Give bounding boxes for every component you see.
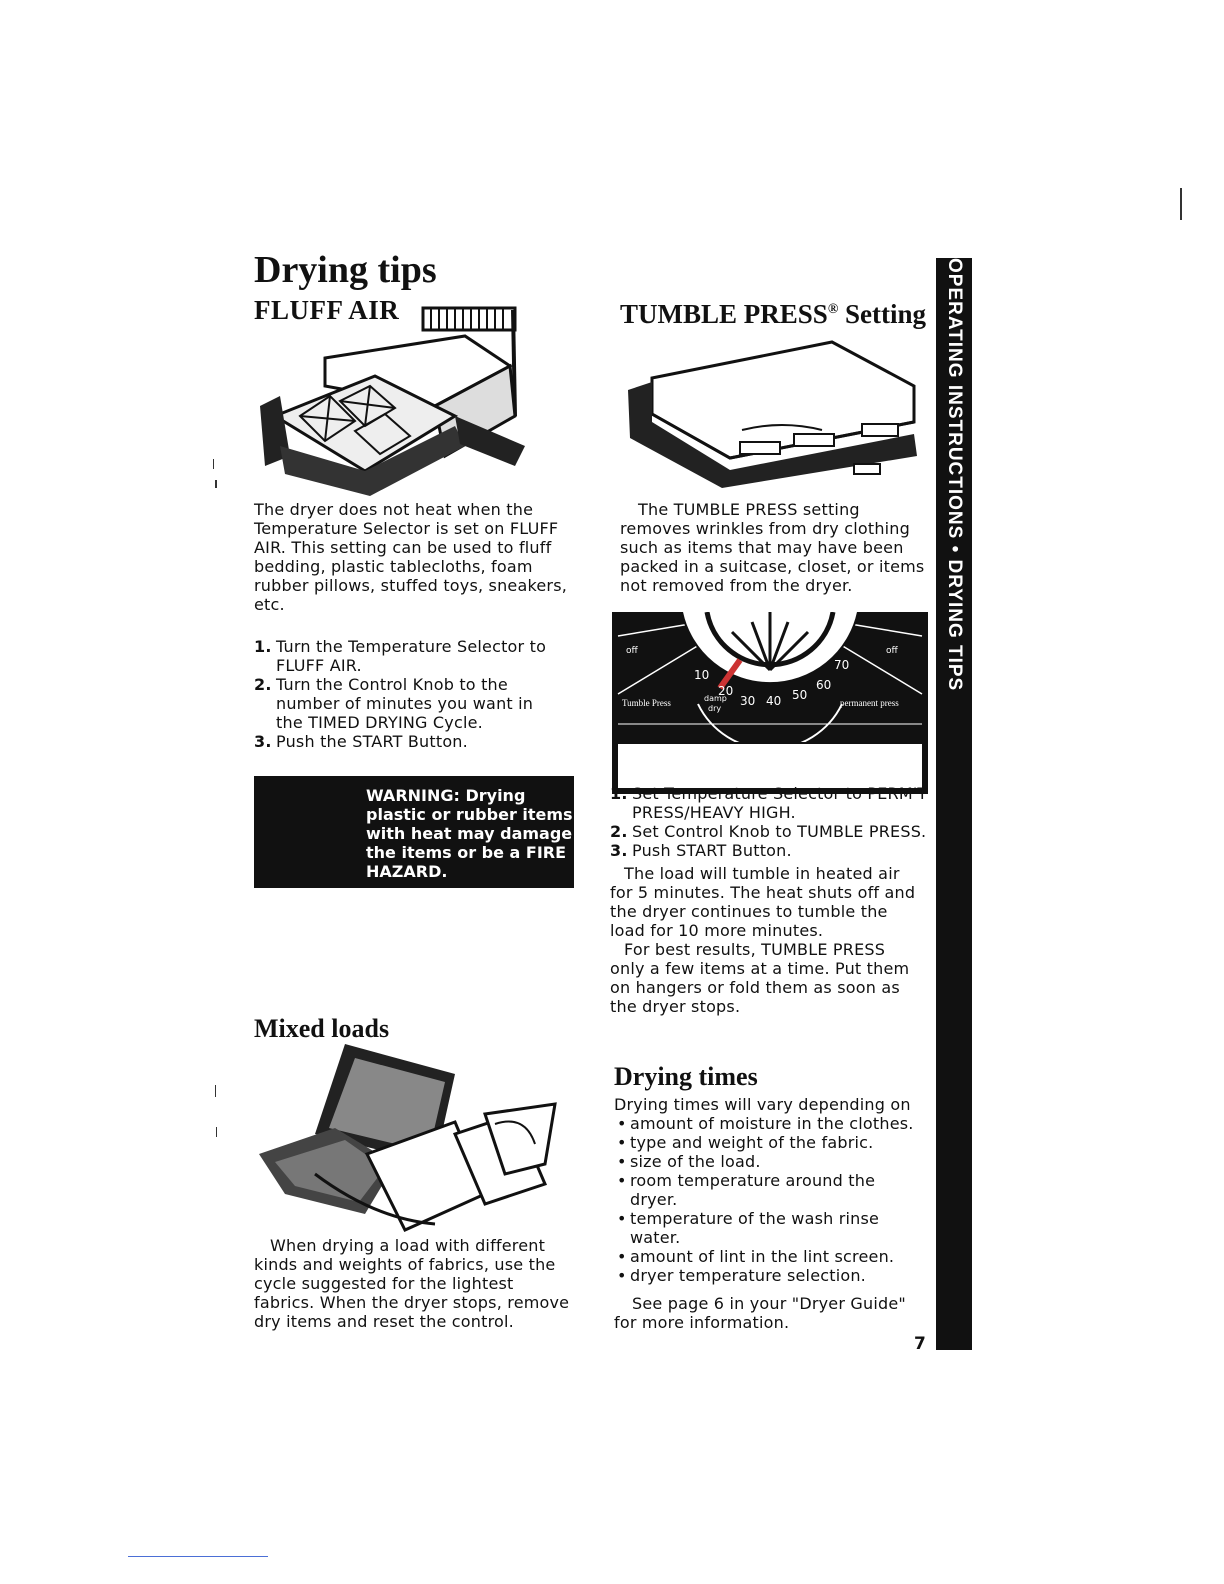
drying-times-heading: Drying times [614,1062,758,1091]
list-item: • amount of moisture in the clothes. [614,1114,914,1133]
dial-graphic [612,612,928,742]
dial-num-40: 40 [766,694,782,708]
list-item: 1. Set Temperature Selector to PERM'T PRESS/HEAVY HIGH. [610,784,928,822]
control-dial-panel [612,612,928,794]
list-item: • dryer temperature selection. [614,1266,914,1285]
list-item: 1. Turn the Temperature Selector to FLUFF AIR. [254,637,547,675]
scan-mark [216,1127,217,1137]
list-item: • room temperature around the dryer. [614,1171,914,1209]
fluff-air-intro: The dryer does not heat when the Temperature Selector is set on FLUFF AIR. This setting can be used to fluff bedding, plastic tablecloths, foam rubber pillows, stuffed toys, sneakers, etc. [254,500,568,614]
dial-num-60: 60 [816,678,832,692]
dial-window [616,742,924,790]
dial-off-left: off [626,646,638,656]
list-item: 2. Set Control Knob to TUMBLE PRESS. [610,822,927,841]
mixed-loads-heading: Mixed loads [254,1014,390,1043]
dial-damp: damp [704,694,727,703]
tumble-press-steps [610,784,930,860]
dial-off-right: off [886,646,898,656]
tumble-press-heading [620,294,926,330]
list-item: • temperature of the wash rinse water. [614,1209,914,1247]
warning-text: WARNING: Drying plastic or rubber items with heat may damage the items or be a FIRE HAZARD. [366,786,573,881]
mixed-loads-text: When drying a load with different kinds and weights of fabrics, use the cycle suggested for the lightest fabrics. When the dryer stops, remove dry items and reset the control. [254,1236,570,1331]
tumble-press-heading-rest: Setting [838,299,927,329]
drying-times-intro: Drying times will vary depending on [614,1095,911,1114]
scan-mark [213,459,214,469]
tumble-press-intro: The TUMBLE PRESS setting removes wrinkles from dry clothing such as items that may have been packed in a suitcase, closet, or items not removed from the dryer. [620,500,925,595]
dial-num-30: 30 [740,694,756,708]
list-item: • type and weight of the fabric. [614,1133,914,1152]
tumble-press-para1: The load will tumble in heated air for 5 minutes. The heat shuts off and the dryer continues to tumble the load for 10 more minutes. [610,864,916,940]
list-item: 2. Turn the Control Knob to the number of minutes you want in the TIMED DRYING Cycle. [254,675,534,732]
mixed-loads-illustration [255,1044,575,1234]
list-item: • size of the load. [614,1152,914,1171]
list-item: • amount of lint in the lint screen. [614,1247,914,1266]
page-number: 7 [914,1334,926,1354]
scan-mark [215,480,217,488]
dial-tumble-press: Tumble Press [622,698,671,708]
drying-times-footer: See page 6 in your "Dryer Guide" for more information. [614,1294,906,1332]
list-item: 3. Push START Button. [610,841,792,860]
scan-mark [128,1556,268,1557]
tumble-press-para2: For best results, TUMBLE PRESS only a few items at a time. Put them on hangers or fold them as soon as the dryer stops. [610,940,910,1016]
suitcase-illustration [622,330,922,490]
dial-dry: dry [708,704,722,713]
dial-permanent-press: permanent press [840,698,899,708]
registered-mark: ® [827,302,839,317]
fluff-air-steps [254,637,554,751]
dial-num-20: 20 [718,684,734,698]
dial-num-70: 70 [834,658,850,672]
bed-illustration [255,296,530,496]
scan-mark [215,1085,216,1097]
fluff-air-heading: FLUFF AIR [254,295,400,325]
tumble-press-heading-main: TUMBLE PRESS [620,299,828,329]
page-title: Drying tips [254,249,437,291]
list-item: 3. Push the START Button. [254,732,468,751]
scan-mark [1180,188,1182,220]
drying-times-list [614,1114,914,1285]
dial-num-10: 10 [694,668,710,682]
dial-num-50: 50 [792,688,808,702]
side-tab-label: OPERATING INSTRUCTIONS • DRYING TIPS [944,258,965,692]
